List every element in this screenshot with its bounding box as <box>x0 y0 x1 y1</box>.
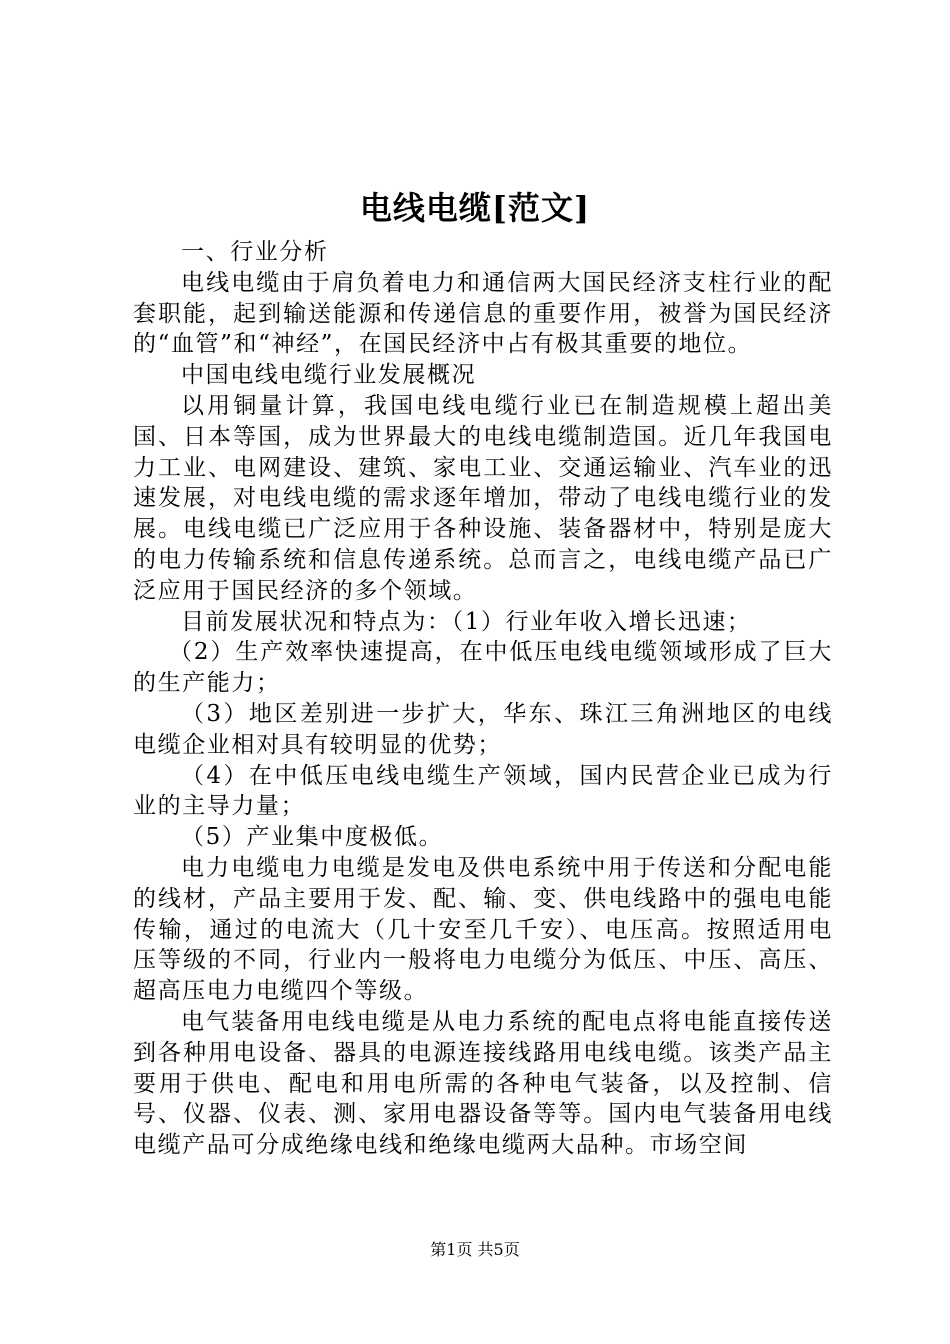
list-item: （3）地区差别进一步扩大，华东、珠江三角洲地区的电线电缆企业相对具有较明显的优势； <box>133 700 833 758</box>
page-footer: 第1页 共5页 <box>430 1240 520 1259</box>
list-item: （4）在中低压电线电缆生产领域，国内民营企业已成为行业的主导力量； <box>133 762 833 820</box>
paragraph: 以用铜量计算，我国电线电缆行业已在制造规模上超出美国、日本等国，成为世界最大的电线电缆制造国。近几年我国电力工业、电网建设、建筑、家电工业、交通运输业、汽车业的迅速发展，对电线电缆的需求逐年增加，带动了电线电缆行业的发展。电线电缆已广泛应用于各种设施、装备器材中，特别是庞大的电力传输系统和信息传递系统。总而言之，电线电缆产品已广泛应用于国民经济的多个领域。 <box>133 392 833 604</box>
document-title: 电线电缆[范文] <box>359 189 591 227</box>
document-body <box>133 237 833 1161</box>
list-item: （5）产业集中度极低。 <box>181 824 444 851</box>
list-item: （2）生产效率快速提高，在中低压电线电缆领域形成了巨大的生产能力； <box>133 639 833 697</box>
paragraph: 目前发展状况和特点为：（1）行业年收入增长迅速； <box>181 608 752 635</box>
paragraph: 电气装备用电线电缆是从电力系统的配电点将电能直接传送到各种用电设备、器具的电源连接线路用电线电缆。该类产品主要用于供电、配电和用电所需的各种电气装备，以及控制、信号、仪器、仪表、测、家用电器设备等等。国内电气装备用电线电缆产品可分成绝缘电线和绝缘电缆两大品种。市场空间 <box>133 1008 833 1159</box>
paragraph: 电力电缆电力电缆是发电及供电系统中用于传送和分配电能的线材，产品主要用于发、配、输、变、供电线路中的强电电能传输，通过的电流大（几十安至几千安）、电压高。按照适用电压等级的不同，行业内一般将电力电缆分为低压、中压、高压、超高压电力电缆四个等级。 <box>133 854 833 1005</box>
paragraph: 电线电缆由于肩负着电力和通信两大国民经济支柱行业的配套职能，起到输送能源和传递信息的重要作用，被誉为国民经济的“血管”和“神经”，在国民经济中占有极其重要的地位。 <box>133 269 833 358</box>
section-heading: 一、行业分析 <box>181 239 329 265</box>
subheading: 中国电线电缆行业发展概况 <box>181 362 477 389</box>
